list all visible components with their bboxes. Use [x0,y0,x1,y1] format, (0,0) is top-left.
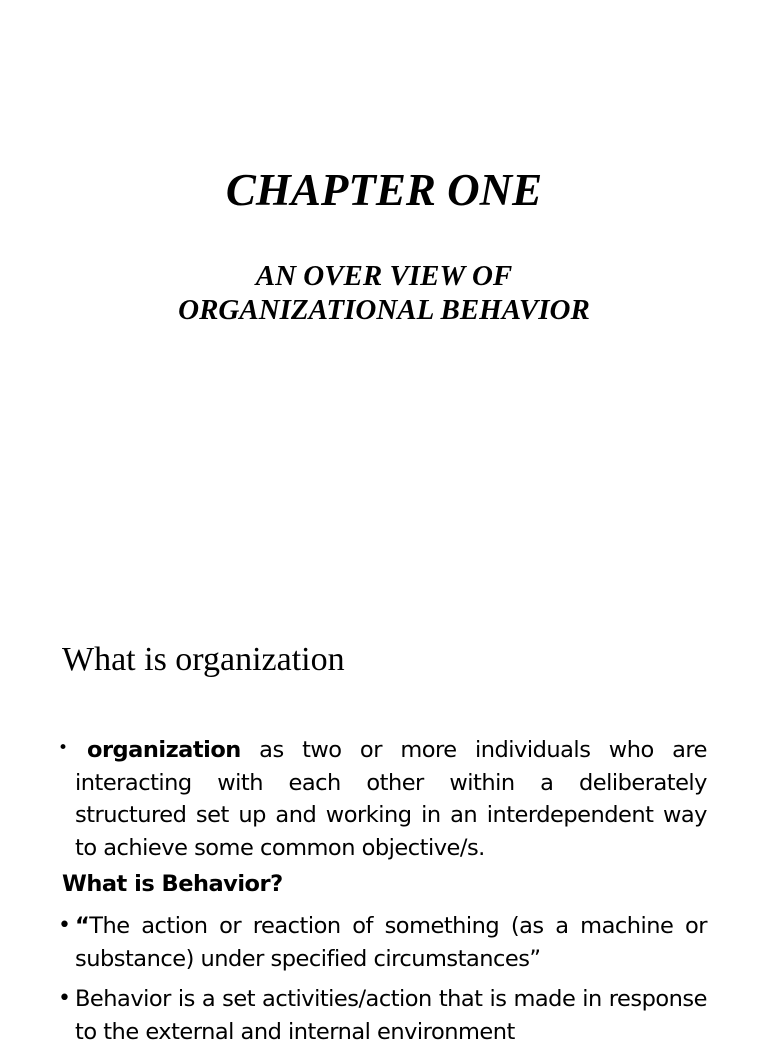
bullet-icon: • [58,986,71,1011]
chapter-title: CHAPTER ONE [225,165,543,215]
chapter-subtitle [0,259,768,327]
organization-term: organization [87,737,241,763]
behavior-heading: What is Behavior? [62,871,283,897]
subtitle-line-1: AN OVER VIEW OF [255,260,513,292]
behavior-quote-text: The action or reaction of something (as a machine or substance) under specified circumstances” [75,913,707,972]
bullet-icon: • [58,738,68,758]
bullet-icon: • [58,913,71,938]
organization-definition-text: as two or more individuals who are interacting with each other within a deliberately structured set up and working in an interdependent way to achieve some common objective/s. [75,737,707,861]
subtitle-line-2: ORGANIZATIONAL BEHAVIOR [178,294,590,326]
section-heading: What is organization [62,641,345,678]
quote-open-mark: “ [75,913,90,939]
content-slide [0,600,768,1045]
organization-definition [75,734,707,864]
behavior-quote [75,910,707,975]
behavior-definition: Behavior is a set activities/action that is made in response to the external and internal environment [75,986,707,1045]
